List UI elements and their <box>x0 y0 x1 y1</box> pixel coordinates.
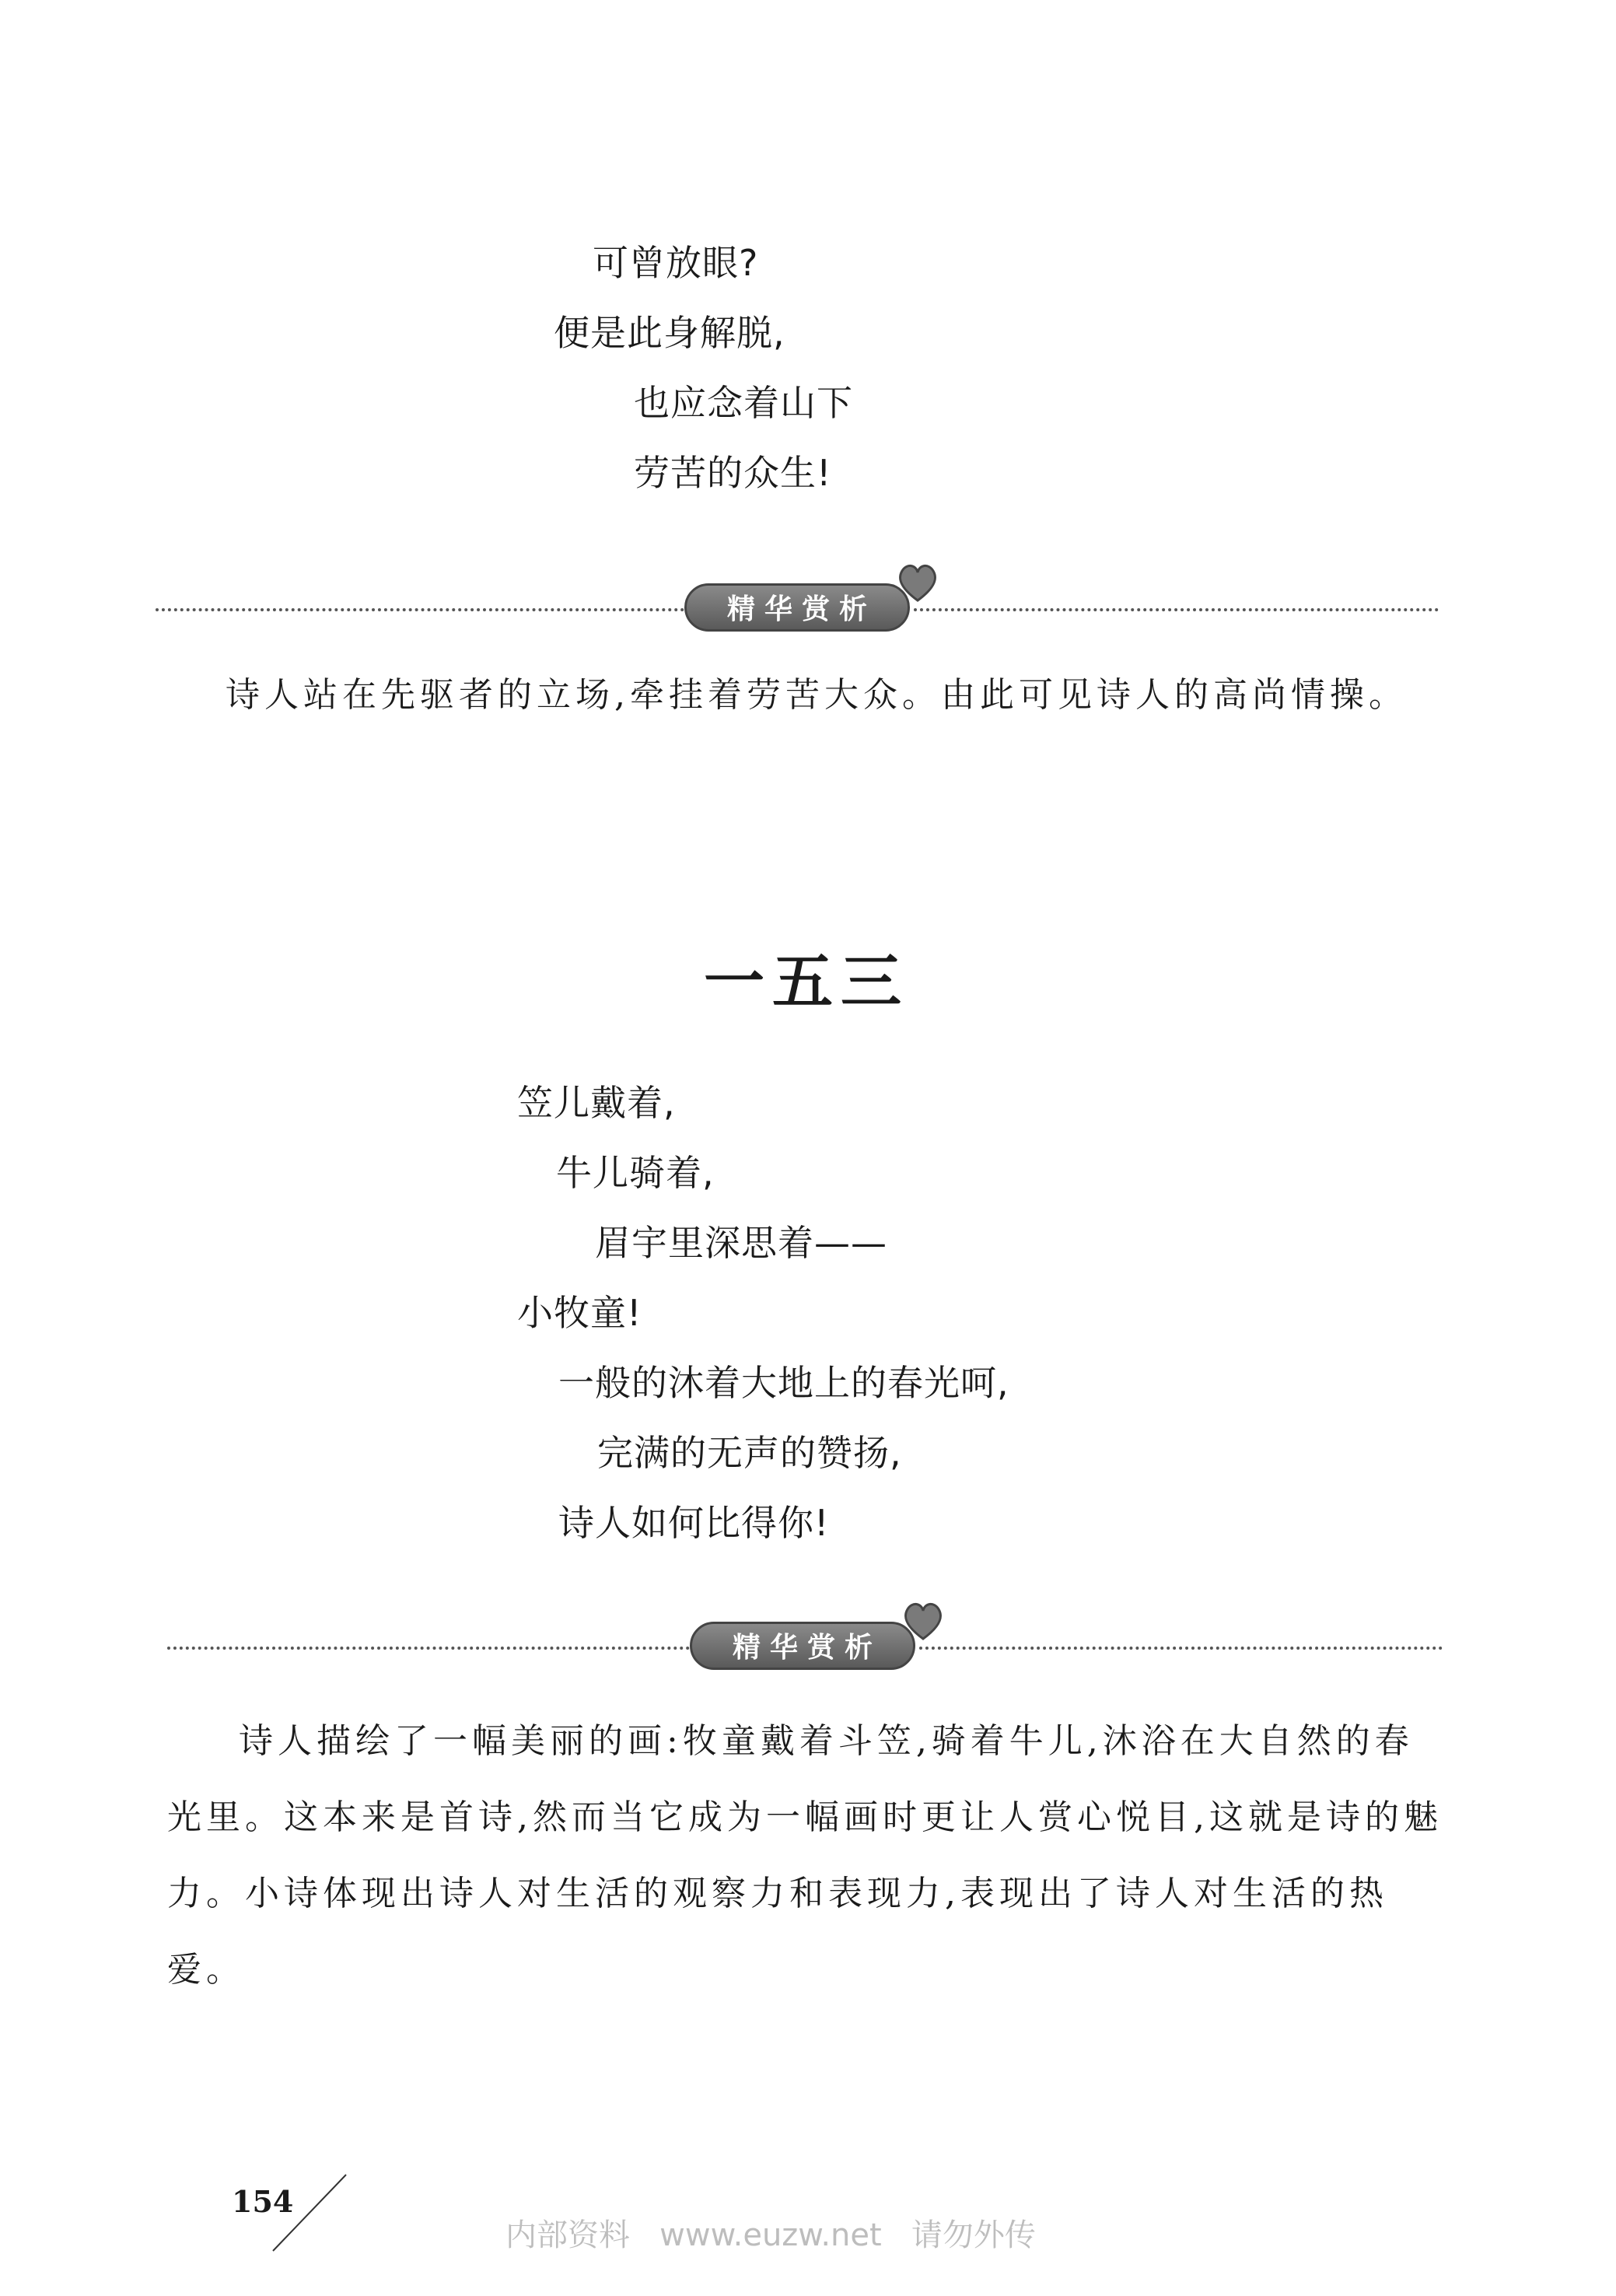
page-number: 154 <box>232 2184 294 2219</box>
poem-line: 便是此身解脱, <box>554 312 785 354</box>
poem-line: 可曾放眼? <box>593 242 759 284</box>
poem-line: 牛儿骑着, <box>556 1152 715 1194</box>
heart-icon <box>900 1597 946 1643</box>
analysis-divider <box>167 1614 1443 1684</box>
poem-line: 完满的无声的赞扬, <box>597 1432 902 1474</box>
poem-line: 眉宇里深思着—— <box>595 1222 887 1264</box>
heart-icon <box>894 558 941 605</box>
section-title: 一五三 <box>704 947 910 1017</box>
poem-line: 小牧童! <box>517 1292 642 1334</box>
analysis-badge: 精华赏析 <box>690 1622 915 1670</box>
analysis-badge: 精华赏析 <box>684 583 910 632</box>
poem-line: 笠儿戴着, <box>517 1082 676 1124</box>
dotted-line-right <box>914 608 1439 611</box>
dotted-line-left <box>156 608 684 611</box>
dotted-line-right <box>919 1647 1443 1650</box>
dotted-line-left <box>167 1647 690 1650</box>
analysis-text: 诗人描绘了一幅美丽的画:牧童戴着斗笠,骑着牛儿,沐浴在大自然的春光里。这本来是首诗,然而当它成为一幅画时更让人赏心悦目,这就是诗的魅力。小诗体现出诗人对生活的观察力和表现力,表现出了诗人对生活的热爱。 <box>167 1721 1443 1990</box>
poem-line: 也应念着山下 <box>634 382 853 424</box>
analysis-divider <box>156 576 1439 646</box>
poem-line: 劳苦的众生! <box>634 452 832 494</box>
poem-line: 一般的沐着大地上的春光呵, <box>558 1362 1009 1404</box>
page-number-slash <box>268 2170 354 2256</box>
poem-line: 诗人如何比得你! <box>558 1502 830 1544</box>
watermark: 内部资料 www.euzw.net 请勿外传 <box>505 2217 1036 2253</box>
analysis-text: 诗人站在先驱者的立场,牵挂着劳苦大众。由此可见诗人的高尚情操。 <box>226 675 1408 715</box>
